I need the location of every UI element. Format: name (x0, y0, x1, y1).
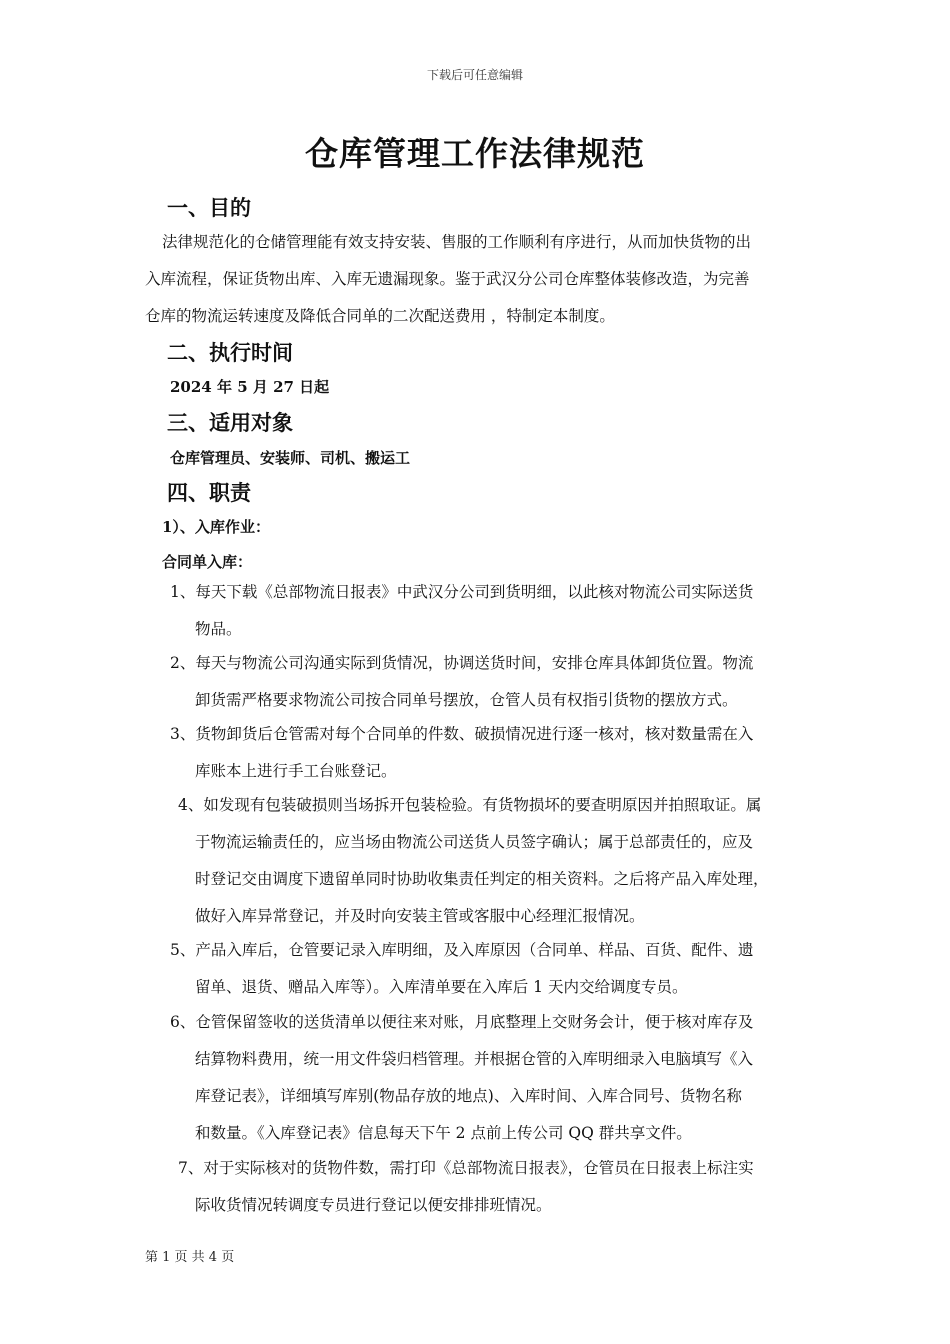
duty-item-4-line-3: 时登记交由调度下遗留单同时协助收集责任判定的相关资料。之后将产品入库处理， (195, 870, 769, 888)
duty-item-3-line-2: 库账本上进行手工台账登记。 (195, 762, 397, 780)
duty-item-4-line-4: 做好入库异常登记，并及时向安装主管或客服中心经理汇报情况。 (195, 907, 645, 925)
duty-item-1-line-2: 物品。 (195, 620, 242, 638)
duty-item-6-line-2: 结算物料费用，统一用文件袋归档管理。并根据仓管的入库明细录入电脑填写《入 (195, 1050, 754, 1068)
page-footer: 第 1 页 共 4 页 (145, 1250, 235, 1265)
duty-item-4-line-2: 于物流运输责任的，应当场由物流公司送货人员签字确认；属于总部责任的，应及 (195, 833, 754, 851)
duties-subheading-inbound: 1）、入库作业： (162, 518, 270, 536)
duty-item-2-line-2: 卸货需严格要求物流公司按合同单号摆放，仓管人员有权指引货物的摆放方式。 (195, 691, 738, 709)
header-note: 下载后可任意编辑 (426, 68, 523, 82)
duty-item-4-line-1: 4、如发现有包装破损则当场拆开包装检验。有货物损坏的要查明原因并拍照取证。属 (178, 796, 762, 814)
duty-item-5-line-1: 5、产品入库后，仓管要记录入库明细，及入库原因（合同单、样品、百货、配件、遗 (170, 941, 754, 959)
duty-item-1-line-1: 1、每天下载《总部物流日报表》中武汉分公司到货明细，以此核对物流公司实际送货 (170, 583, 754, 601)
page-title: 仓库管理工作法律规范 (305, 134, 645, 173)
duty-item-6-line-4: 和数量。《入库登记表》信息每天下午 2 点前上传公司 QQ 群共享文件。 (195, 1124, 692, 1142)
purpose-line-1: 法律规范化的仓储管理能有效支持安装、售服的工作顺利有序进行，从而加快货物的出 (162, 233, 752, 251)
purpose-line-2: 入库流程，保证货物出库、入库无遗漏现象。鉴于武汉分公司仓库整体装修改造，为完善 (145, 270, 750, 288)
duties-subheading-contract: 合同单入库： (162, 553, 253, 571)
section-heading-target: 三、适用对象 (167, 411, 293, 435)
section-heading-purpose: 一、目的 (167, 196, 251, 220)
duty-item-6-line-3: 库登记表》，详细填写库别(物品存放的地点)、入库时间、入库合同号、货物名称 (195, 1087, 742, 1105)
duty-item-6-line-1: 6、仓管保留签收的送货清单以便往来对账，月底整理上交财务会计，便于核对库存及 (170, 1013, 754, 1031)
duty-item-5-line-2: 留单、退货、赠品入库等）。入库清单要在入库后 1 天内交给调度专员。 (195, 978, 688, 996)
execution-date: 2024 年 5 月 27 日起 (170, 378, 330, 396)
section-heading-time: 二、执行时间 (167, 341, 293, 365)
duty-item-3-line-1: 3、货物卸货后仓管需对每个合同单的件数、破损情况进行逐一核对，核对数量需在入 (170, 725, 754, 743)
section-heading-duties: 四、职责 (167, 481, 251, 505)
purpose-line-3: 仓库的物流运转速度及降低合同单的二次配送费用 ，特制定本制度。 (145, 307, 615, 325)
target-roles: 仓库管理员、安装师、司机、搬运工 (170, 449, 411, 467)
duty-item-7-line-1: 7、对于实际核对的货物件数，需打印《总部物流日报表》，仓管员在日报表上标注实 (178, 1159, 754, 1177)
duty-item-7-line-2: 际收货情况转调度专员进行登记以便安排排班情况。 (195, 1196, 552, 1214)
duty-item-2-line-1: 2、每天与物流公司沟通实际到货情况，协调送货时间，安排仓库具体卸货位置。物流 (170, 654, 754, 672)
